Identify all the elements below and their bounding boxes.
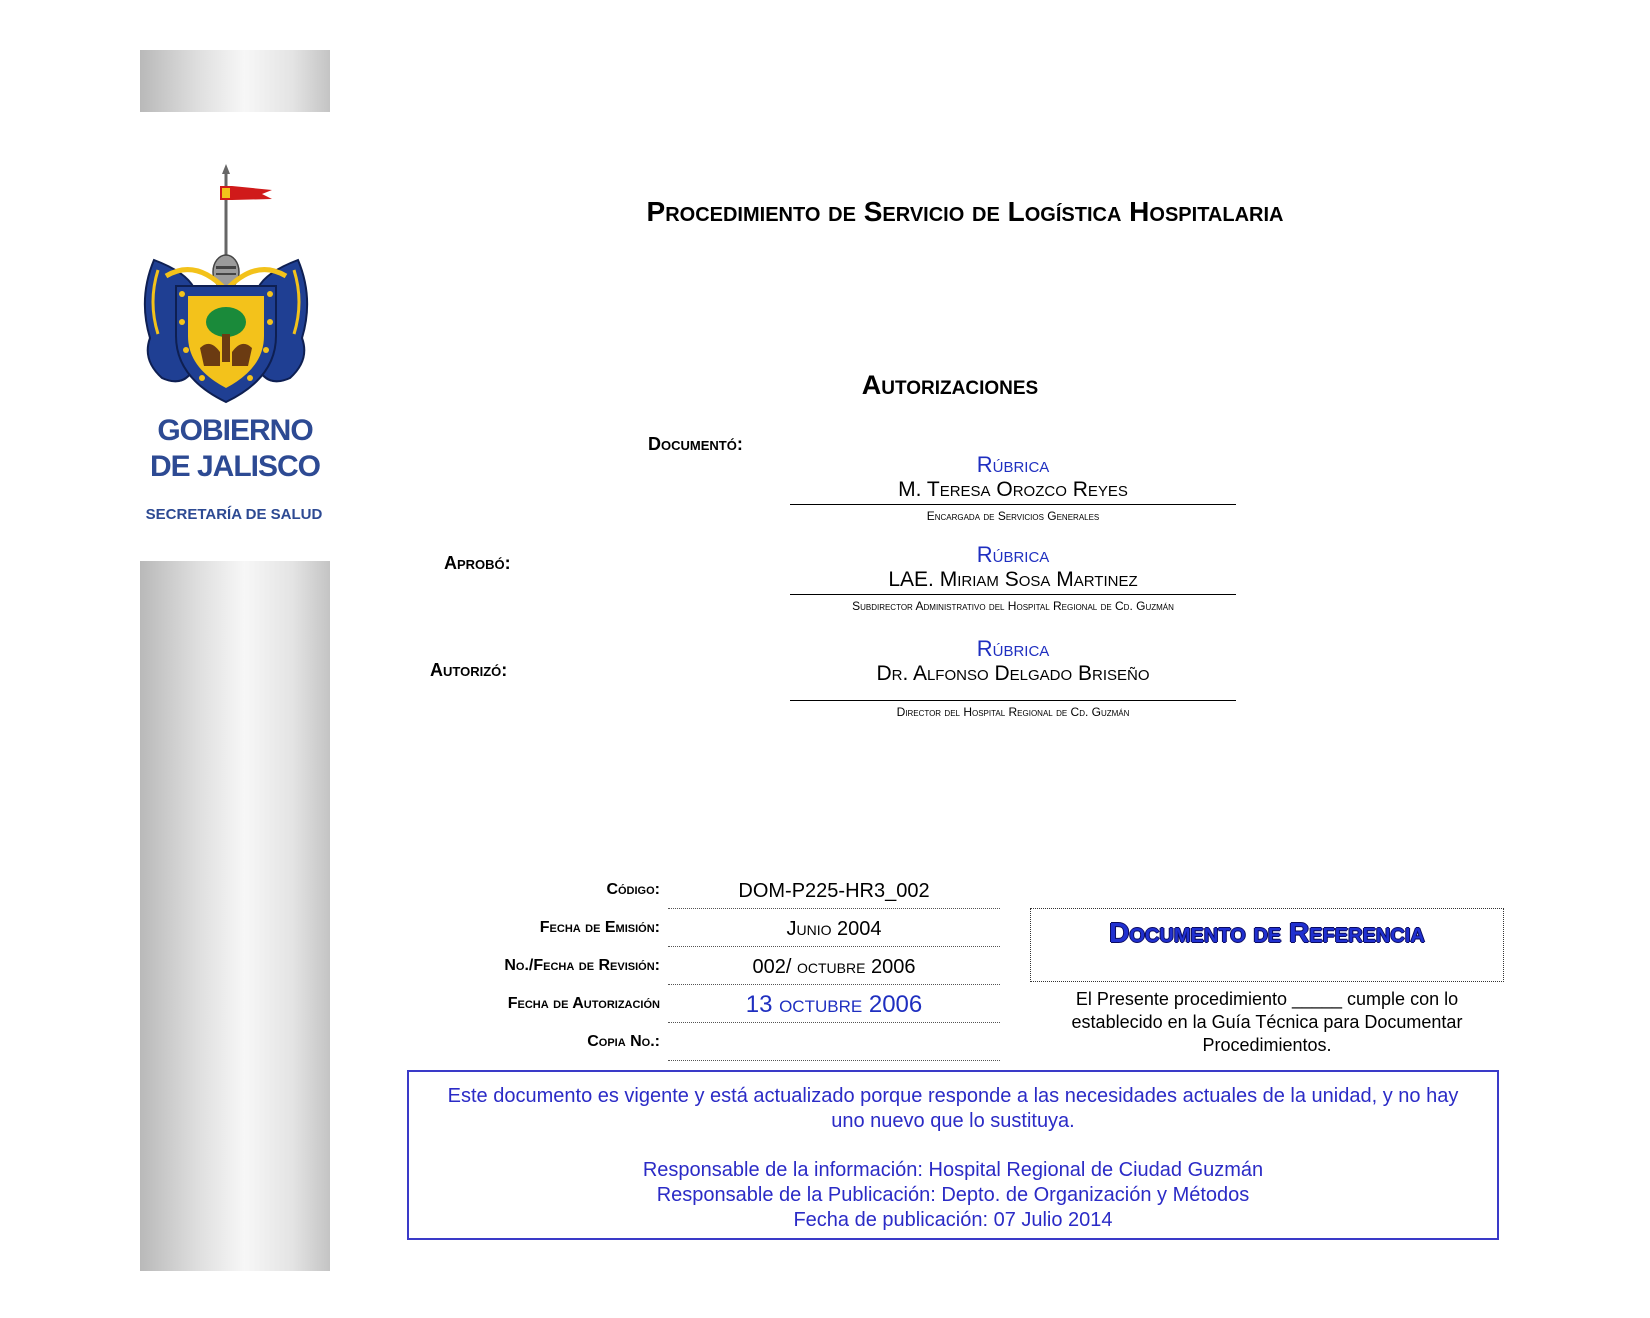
signatory-position: Encargada de Servicios Generales: [926, 509, 1100, 523]
responsable-informacion: Responsable de la información: Hospital Regional de Ciudad Guzmán: [642, 1159, 1264, 1181]
revision-value: 002/ octubre 2006: [668, 950, 1000, 985]
fecha-autorizacion-label: Fecha de Autorización: [507, 995, 660, 1012]
signature-block-documento: [790, 452, 1236, 525]
signature-block-autorizo: [790, 636, 1236, 721]
signatory-position: Subdirector Administrativo del Hospital Regional de Cd. Guzmán: [852, 599, 1174, 613]
gov-name-line-2: DE JALISCO: [149, 450, 321, 483]
reference-title: Documento de Referencia: [1109, 917, 1425, 948]
jalisco-coat-of-arms-icon: [136, 162, 316, 406]
responsable-publicacion: Responsable de la Publicación: Depto. de Organización y Métodos: [656, 1184, 1250, 1206]
fecha-publicacion: Fecha de publicación: 07 Julio 2014: [793, 1209, 1113, 1231]
rubrica-text: Rúbrica: [976, 636, 1050, 661]
fecha-autorizacion-value: 13 octubre 2006: [668, 988, 1000, 1023]
sidebar-gradient-bar-bottom: [140, 561, 330, 1271]
signature-line: [790, 504, 1236, 505]
signature-line: [790, 700, 1236, 701]
fecha-emision-label: Fecha de Emisión:: [539, 919, 660, 936]
role-aprobo-label: Aprobó:: [444, 553, 511, 573]
codigo-label: Código:: [606, 881, 660, 898]
signatory-name: M. Teresa Orozco Reyes: [898, 478, 1128, 501]
reference-box: [1030, 908, 1504, 982]
role-documento-label: Documentó:: [648, 434, 743, 454]
copia-value: [668, 1026, 1000, 1061]
codigo-value: DOM-P225-HR3_002: [668, 874, 1000, 909]
gov-name-line-1: GOBIERNO: [157, 414, 313, 447]
copia-label: Copia No.:: [587, 1033, 660, 1050]
authorizations-heading: Autorizaciones: [861, 370, 1039, 400]
fecha-emision-value: Junio 2004: [668, 912, 1000, 947]
validity-statement: Este documento es vigente y está actualizado porque responde a las necesidades actuales de la unidad, y no hay uno nuevo que lo sustituya.: [447, 1085, 1459, 1132]
revision-label: No./Fecha de Revisión:: [504, 957, 660, 974]
sidebar-gradient-bar-top: [140, 50, 330, 112]
signatory-name: Dr. Alfonso Delgado Briseño: [876, 662, 1150, 685]
reference-text: El Presente procedimiento _____ cumple con lo establecido en la Guía Técnica para Documentar Procedimientos.: [1071, 989, 1463, 1055]
document-title: Procedimiento de Servicio de Logística Hospitalaria: [646, 196, 1284, 227]
secretaria-label: SECRETARÍA DE SALUD: [145, 506, 323, 523]
role-autorizo-label: Autorizó:: [430, 660, 508, 680]
signature-block-aprobo: [790, 542, 1236, 615]
signatory-name: LAE. Miriam Sosa Martinez: [888, 568, 1138, 591]
validity-notice-box: [407, 1070, 1499, 1240]
signature-line: [790, 594, 1236, 595]
signatory-position: Director del Hospital Regional de Cd. Guzmán: [896, 705, 1130, 719]
rubrica-text: Rúbrica: [976, 452, 1050, 477]
rubrica-text: Rúbrica: [976, 542, 1050, 567]
